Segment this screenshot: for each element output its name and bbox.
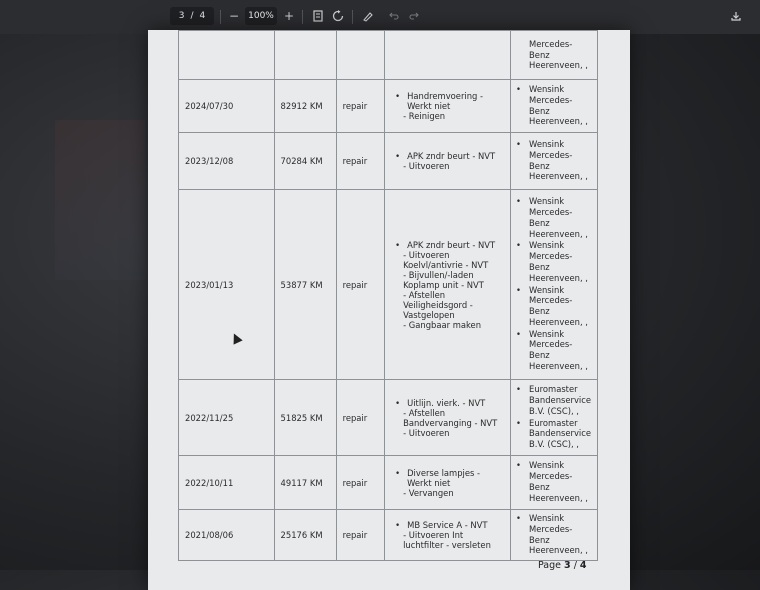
description-main: • Uitlijn. vierk. - NVT <box>393 398 502 408</box>
total-pages: 4 <box>199 11 206 21</box>
description-sub: - Uitvoeren <box>403 427 450 438</box>
rotate-icon[interactable] <box>330 7 346 25</box>
date-cell: 2024/07/30 <box>179 80 275 133</box>
garage-name: • Euromaster Bandenservice B.V. (CSC), , <box>515 384 591 416</box>
garage-cell <box>511 190 598 380</box>
km-cell: 49117 KM <box>274 456 336 510</box>
description-cell <box>385 133 511 190</box>
garage-name: Mercedes-Benz Heerenveen, , <box>529 38 588 71</box>
km-cell: 51825 KM <box>274 380 336 456</box>
page-total: 4 <box>579 560 587 571</box>
table-row <box>179 133 598 190</box>
garage-name: • Wensink Mercedes-Benz Heerenveen, , <box>515 460 591 503</box>
km-cell: 82912 KM <box>274 80 336 133</box>
type-cell: repair <box>336 510 385 561</box>
km-cell <box>274 31 336 80</box>
garage-name: • Wensink Mercedes-Benz Heerenveen, , <box>515 285 591 328</box>
table-row <box>179 31 598 80</box>
table-row <box>179 510 598 561</box>
garage-cell <box>511 380 598 456</box>
date-cell: 2023/01/13 <box>179 190 275 380</box>
type-cell <box>336 31 385 80</box>
type-cell: repair <box>336 133 385 190</box>
garage-cell <box>511 510 598 561</box>
date-cell: 2022/11/25 <box>179 380 275 456</box>
km-cell: 25176 KM <box>274 510 336 561</box>
pdf-toolbar <box>0 0 760 34</box>
current-page: 3 <box>178 11 185 21</box>
description-main: • APK zndr beurt - NVT <box>393 151 502 161</box>
type-cell: repair <box>336 190 385 380</box>
description-main: • MB Service A - NVT <box>393 520 502 530</box>
garage-cell <box>511 456 598 510</box>
description-cell <box>385 190 511 380</box>
zoom-level[interactable]: 100% <box>245 7 277 25</box>
zoom-in-button[interactable]: + <box>283 9 295 23</box>
page-sep: / <box>573 560 577 571</box>
garage-name: • Wensink Mercedes-Benz Heerenveen, , <box>515 240 591 283</box>
description-sub: - Afstellen Veiligheidsgord - Vastgelopen <box>403 289 473 320</box>
description-cell <box>385 456 511 510</box>
page-separator: / <box>190 11 194 21</box>
description-sub: - Afstellen Bandvervanging - NVT <box>403 407 498 428</box>
date-cell: 2021/08/06 <box>179 510 275 561</box>
description-main: • Diverse lampjes - Werkt niet <box>393 468 502 488</box>
toolbar-divider <box>352 10 353 24</box>
type-cell: repair <box>336 80 385 133</box>
garage-cell <box>511 31 598 80</box>
toolbar-divider <box>220 10 221 24</box>
redo-icon[interactable] <box>406 7 422 25</box>
description-cell <box>385 510 511 561</box>
draw-icon[interactable] <box>360 7 376 25</box>
page-number-input[interactable] <box>170 7 214 25</box>
garage-name: • Wensink Mercedes-Benz Heerenveen, , <box>515 196 591 239</box>
description-cell <box>385 80 511 133</box>
table-row <box>179 190 598 380</box>
table-row <box>179 80 598 133</box>
date-cell <box>179 31 275 80</box>
description-main: • APK zndr beurt - NVT <box>393 240 502 250</box>
garage-name: • Wensink Mercedes-Benz Heerenveen, , <box>515 84 591 127</box>
description-sub: - Uitvoeren <box>403 161 450 171</box>
description-sub: - Uitvoeren Koelvl/antivrie - NVT <box>403 249 489 270</box>
fit-page-icon[interactable] <box>310 7 326 25</box>
km-cell: 53877 KM <box>274 190 336 380</box>
pdf-page <box>148 30 630 590</box>
type-cell: repair <box>336 456 385 510</box>
date-cell: 2022/10/11 <box>179 456 275 510</box>
table-row <box>179 380 598 456</box>
table-row <box>179 456 598 510</box>
garage-name: • Wensink Mercedes-Benz Heerenveen, , <box>515 513 591 556</box>
garage-name: • Euromaster Bandenservice B.V. (CSC), , <box>515 418 591 450</box>
garage-cell <box>511 133 598 190</box>
garage-name: • Wensink Mercedes-Benz Heerenveen, , <box>515 139 591 182</box>
km-cell: 70284 KM <box>274 133 336 190</box>
undo-icon[interactable] <box>386 7 402 25</box>
description-cell <box>385 380 511 456</box>
description-sub: - Bijvullen/-laden Koplamp unit - NVT <box>403 269 484 290</box>
type-cell: repair <box>336 380 385 456</box>
description-cell <box>385 31 511 80</box>
description-main: • Handremvoering - Werkt niet <box>393 91 502 111</box>
description-sub: - Uitvoeren Int luchtfilter - versleten <box>403 530 491 551</box>
description-sub: - Vervangen <box>403 487 454 498</box>
page-label: Page <box>538 560 561 571</box>
maintenance-history-table <box>178 30 598 561</box>
date-cell: 2023/12/08 <box>179 133 275 190</box>
garage-name: • Wensink Mercedes-Benz Heerenveen, , <box>515 329 591 372</box>
toolbar-divider <box>302 10 303 24</box>
page-number: 3 <box>564 560 571 571</box>
zoom-out-button[interactable]: − <box>228 9 240 23</box>
garage-cell <box>511 80 598 133</box>
description-sub: - Reinigen <box>403 111 446 121</box>
screen-reflection <box>55 120 145 280</box>
page-footer <box>538 560 587 571</box>
description-sub: - Gangbaar maken <box>403 319 482 330</box>
save-icon[interactable] <box>728 7 744 25</box>
